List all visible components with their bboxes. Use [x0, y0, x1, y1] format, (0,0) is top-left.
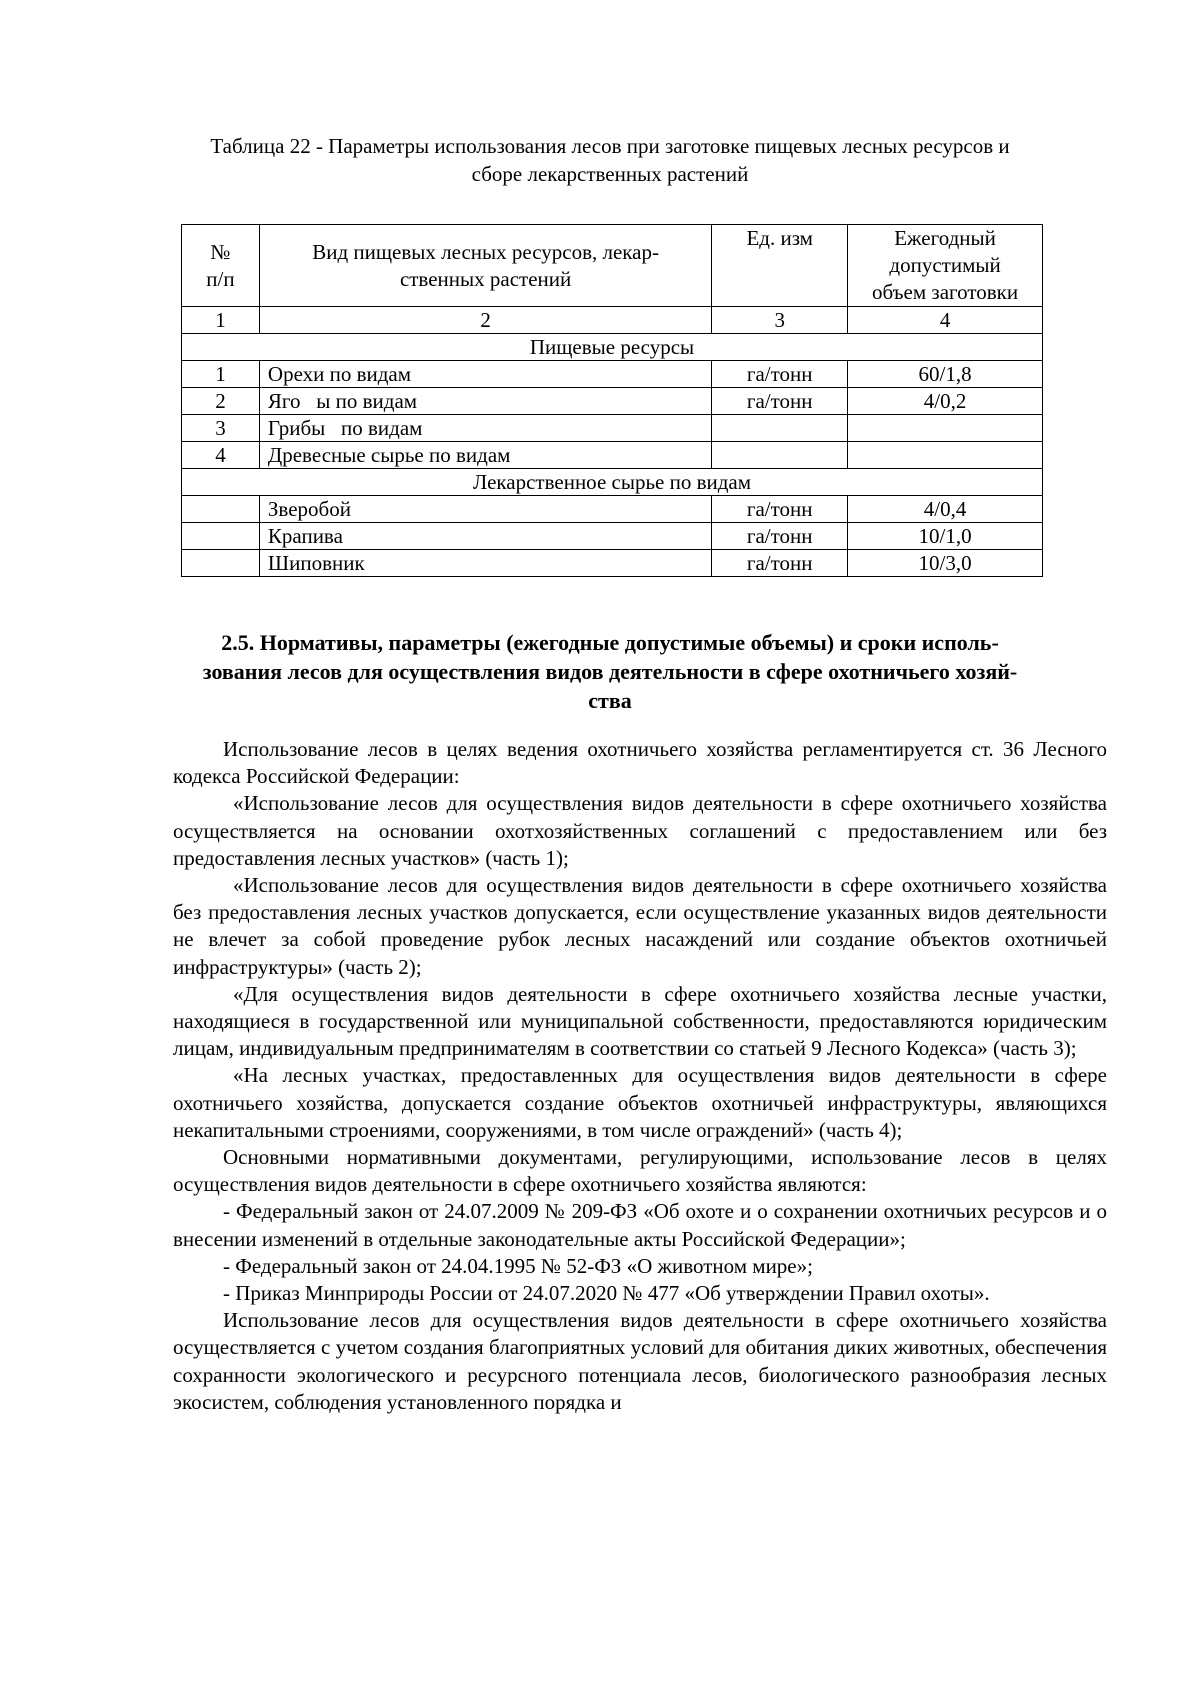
section-heading-line-3: ства: [588, 688, 632, 713]
column-number: 2: [259, 307, 711, 334]
column-number: 4: [848, 307, 1043, 334]
row-unit: га/тонн: [712, 523, 848, 550]
row-name: Шиповник: [259, 550, 711, 577]
row-num: 2: [182, 388, 260, 415]
list-item: - Приказ Минприроды России от 24.07.2020 № 477 «Об утверждении Правил охоты».: [223, 1281, 990, 1306]
paragraph: «На лесных участках, предоставленных для осуществления видов деятельности в сфере охотничьего хозяйства, допускается создание объектов охотничьей инфраструктуры, являющихся некапитальными строениями, сооружениями, в том числе ограждений» (часть 4);: [173, 1063, 1107, 1142]
table-caption: [175, 132, 1045, 188]
paragraph: «Использование лесов для осуществления видов деятельности в сфере охотничьего хозяйства без предоставления лесных участков допускается, если осуществление указанных видов деятельности не влечет за собой проведение рубок лесных насаждений или создание объектов охотничьей инфраструктуры» (часть 2);: [173, 873, 1107, 979]
header-num-line-2: п/п: [206, 266, 235, 291]
row-num: [182, 550, 260, 577]
group-title-food: Пищевые ресурсы: [182, 334, 1043, 361]
row-unit: [712, 442, 848, 469]
row-value: 10/1,0: [848, 523, 1043, 550]
table-row: [182, 415, 1043, 442]
paragraph: Использование лесов для осуществления видов деятельности в сфере охотничьего хозяйства осуществляется с учетом создания благоприятных условий для обитания диких животных, обеспечения сохранности экологического и ресурсного потенциала лесов, биологического разнообразия лесных экосистем, соблюдения установленного порядка и: [173, 1308, 1107, 1414]
column-number: 3: [712, 307, 848, 334]
row-name: Крапива: [259, 523, 711, 550]
table-row: [182, 523, 1043, 550]
table-row: [182, 550, 1043, 577]
row-num: 4: [182, 442, 260, 469]
row-num: [182, 496, 260, 523]
body-text: [173, 736, 1107, 1416]
column-number-row: [182, 307, 1043, 334]
table-row: [182, 388, 1043, 415]
paragraph: Основными нормативными документами, регулирующими, использование лесов в целях осуществления видов деятельности в сфере охотничьего хозяйства являются:: [173, 1145, 1107, 1197]
row-name: Зверобой: [259, 496, 711, 523]
header-volume-line-2: объем заготовки: [872, 280, 1019, 304]
table-caption-line-2: сборе лекарственных растений: [471, 162, 749, 186]
section-heading-line-2: зования лесов для осуществления видов деятельности в сфере охотничьего хозяй-: [202, 659, 1018, 684]
header-kind: [259, 225, 711, 307]
header-volume: [848, 225, 1043, 307]
row-value: 60/1,8: [848, 361, 1043, 388]
header-kind-line-1: Вид пищевых лесных ресурсов, лекар-: [312, 239, 659, 264]
row-name: Яго ы по видам: [259, 388, 711, 415]
row-value: 4/0,4: [848, 496, 1043, 523]
row-value: 4/0,2: [848, 388, 1043, 415]
group-row-food: [182, 334, 1043, 361]
table-header-row: [182, 225, 1043, 307]
section-heading: [175, 628, 1045, 715]
row-name: Грибы по видам: [259, 415, 711, 442]
group-title-medicinal: Лекарственное сырье по видам: [182, 469, 1043, 496]
section-heading-line-1: 2.5. Нормативы, параметры (ежегодные допустимые объемы) и сроки исполь-: [221, 630, 999, 655]
row-unit: [712, 415, 848, 442]
list-item: - Федеральный закон от 24.07.2009 № 209-ФЗ «Об охоте и о сохранении охотничьих ресурсов и о внесении изменений в отдельные законодательные акты Российской Федерации»;: [173, 1199, 1107, 1251]
row-value: [848, 442, 1043, 469]
header-unit: Ед. изм: [712, 225, 848, 307]
row-unit: га/тонн: [712, 550, 848, 577]
row-num: 3: [182, 415, 260, 442]
header-kind-line-2: ственных растений: [399, 266, 572, 291]
paragraph: Использование лесов в целях ведения охотничьего хозяйства регламентируется ст. 36 Лесного кодекса Российской Федерации:: [173, 737, 1107, 789]
row-num: 1: [182, 361, 260, 388]
row-name: Орехи по видам: [259, 361, 711, 388]
table-caption-line-1: Таблица 22 - Параметры использования лесов при заготовке пищевых лесных ресурсов и: [210, 134, 1010, 158]
table-row: [182, 496, 1043, 523]
table-row: [182, 442, 1043, 469]
row-unit: га/тонн: [712, 496, 848, 523]
forest-resources-table: [181, 224, 1043, 577]
header-num-line-1: №: [210, 239, 231, 264]
row-name: Древесные сырье по видам: [259, 442, 711, 469]
group-row-medicinal: [182, 469, 1043, 496]
column-number: 1: [182, 307, 260, 334]
row-num: [182, 523, 260, 550]
header-num: [182, 225, 260, 307]
row-unit: га/тонн: [712, 361, 848, 388]
row-value: [848, 415, 1043, 442]
list-item: - Федеральный закон от 24.04.1995 № 52-ФЗ «О животном мире»;: [223, 1253, 813, 1278]
paragraph: «Использование лесов для осуществления видов деятельности в сфере охотничьего хозяйства осуществляется на основании охотхозяйственных соглашений с предоставлением или без предоставления лесных участков» (часть 1);: [173, 791, 1107, 870]
table-row: [182, 361, 1043, 388]
header-volume-line-1: Ежегодный допустимый: [889, 226, 1001, 277]
paragraph: «Для осуществления видов деятельности в сфере охотничьего хозяйства лесные участки, находящиеся в государственной или муниципальной собственности, предоставляются юридическим лицам, индивидуальным предпринимателям в соответствии со статьей 9 Лесного Кодекса» (часть 3);: [173, 981, 1107, 1061]
row-value: 10/3,0: [848, 550, 1043, 577]
row-unit: га/тонн: [712, 388, 848, 415]
